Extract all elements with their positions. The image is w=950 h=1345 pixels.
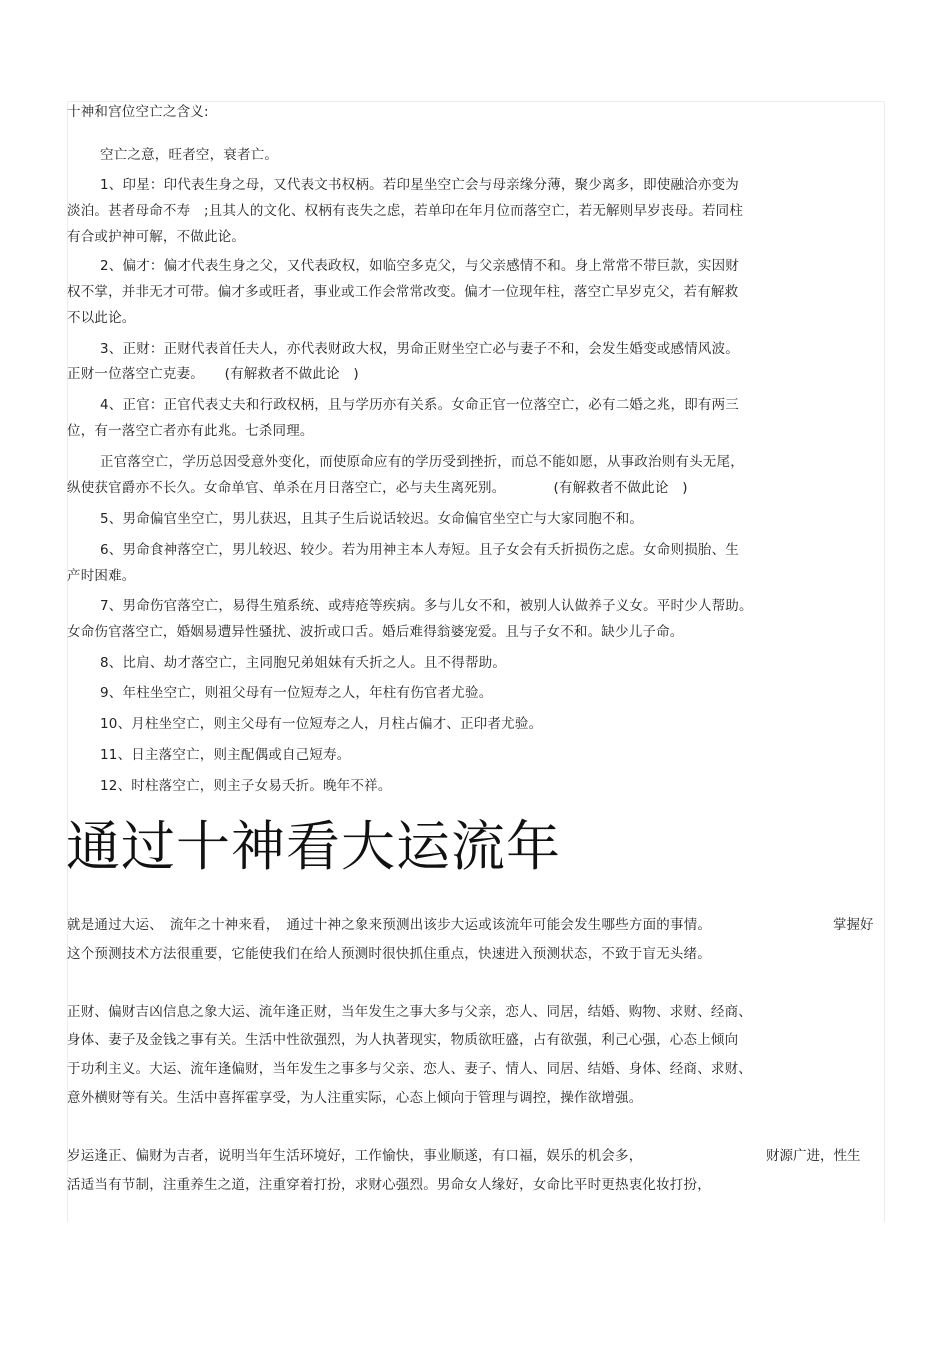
document-title: 十神和宫位空亡之含义: [67,104,209,120]
item-2-line-3: 不以此论。 [67,310,136,326]
zhengguan-line-2: 纵使获官爵亦不长久。女命单官、单杀在月日落空亡，必与夫生离死别。 (有解救者不做此论 ) [67,480,688,496]
item-3-line-2: 正财一位落空亡克妻。 (有解救者不做此论 ) [67,366,359,382]
paragraph-intro: 空亡之意，旺者空，衰者亡。 [100,147,279,163]
zhengguan-line-1: 正官落空亡，学历总因受意外变化，而使原命应有的学历受到挫折，而总不能如愿，从事政治则有头无尾， [100,454,744,470]
item-11-line-1: 11、日主落空亡，则主配偶或自己短寿。 [100,747,351,763]
item-12-line-1: 12、时柱落空亡，则主子女易夭折。晚年不祥。 [100,778,392,794]
item-2-line-2: 权不掌，并非无才可带。偏才多或旺者，事业或工作会常常改变。偏才一位现年柱，落空亡早岁克父，若有解救 [67,284,739,300]
dayun-p3-line-2: 活适当有节制，注重养生之道，注重穿着打扮，求财心强烈。男命女人缘好，女命比平时更热衷化妆打扮， [67,1177,711,1193]
item-4-line-1: 4、正官：正官代表丈夫和行政权柄，且与学历亦有关系。女命正官一位落空亡，必有二婚之兆，即有两三 [100,397,739,413]
item-2-line-1: 2、偏才：偏才代表生身之父，又代表政权，如临空多克父，与父亲感情不和。身上常常不带巨款，实因财 [100,258,739,274]
item-3-line-1: 3、正财：正财代表首任夫人，亦代表财政大权，男命正财坐空亡必与妻子不和，会发生婚变或感情风波。 [100,341,739,357]
item-8-line-1: 8、比肩、劫才落空亡，主同胞兄弟姐妹有夭折之人。且不得帮助。 [100,655,507,671]
dayun-p1-line-1-tail: 掌握好 [833,917,874,933]
dayun-p2-line-1: 正财、偏财吉凶信息之象大运、流年逢正财，当年发生之事大多与父亲，恋人、同居，结婚、购物、求财、经商、 [67,1004,752,1020]
item-1-line-2: 淡泊。甚者母命不寿 ;且其人的文化、权柄有丧失之虑，若单印在年月位而落空亡，若无解则早岁丧母。若同柱 [67,203,744,219]
item-1-line-1: 1、印星：印代表生身之母，又代表文书权柄。若印星坐空亡会与母亲缘分薄，聚少离多，即使融洽亦变为 [100,177,739,193]
item-6-line-2: 产时困难。 [67,568,136,584]
item-4-line-2: 位，有一落空亡者亦有此兆。七杀同理。 [67,423,314,439]
item-10-line-1: 10、月柱坐空亡，则主父母有一位短寿之人，月柱占偏才、正印者尤验。 [100,716,543,732]
item-9-line-1: 9、年柱坐空亡，则祖父母有一位短寿之人，年柱有伤官者尤验。 [100,685,493,701]
dayun-p2-line-4: 意外横财等有关。生活中喜挥霍享受，为人注重实际，心态上倾向于管理与调控，操作欲增强。 [67,1090,643,1106]
dayun-p3-line-1-tail: 财源广进，性生 [766,1148,861,1164]
dayun-p1-line-1: 就是通过大运、 流年之十神来看， 通过十神之象来预测出该步大运或该流年可能会发生哪些方面的事情。 [67,917,712,933]
item-7-line-2: 女命伤官落空亡，婚姻易遭异性骚扰、波折或口舌。婚后难得翁婆宠爱。且与子女不和。缺少儿子命。 [67,624,684,640]
dayun-p1-line-2: 这个预测技术方法很重要，它能使我们在给人预测时很快抓住重点，快速进入预测状态，不致于盲无头绪。 [67,946,711,962]
item-1-line-3: 有合或护神可解，不做此论。 [67,229,246,245]
item-7-line-1: 7、男命伤官落空亡，易得生殖系统、或痔疮等疾病。多与儿女不和，被别人认做养子义女。平时少人帮助。 [100,598,753,614]
item-6-line-1: 6、男命食神落空亡，男儿较迟、较少。若为用神主本人寿短。且子女会有夭折损伤之虑。女命则损胎、生 [100,542,739,558]
dayun-p3-line-1: 岁运逢正、偏财为吉者，说明当年生活环境好，工作愉快，事业顺遂，有口福，娱乐的机会多， [67,1148,643,1164]
dayun-p2-line-2: 身体、妻子及金钱之事有关。生活中性欲强烈，为人执著现实，物质欲旺盛，占有欲强，利己心强，心态上倾向 [67,1032,739,1048]
item-5-line-1: 5、男命偏官坐空亡，男儿获迟，且其子生后说话较迟。女命偏官坐空亡与大家同胞不和。 [100,511,644,527]
dayun-p2-line-3: 于功利主义。大运、流年逢偏财，当年发生之事多与父亲、恋人、妻子、情人、同居、结婚、身体、经商、求财、 [67,1061,752,1077]
section-heading: 通过十神看大运流年 [66,815,561,878]
